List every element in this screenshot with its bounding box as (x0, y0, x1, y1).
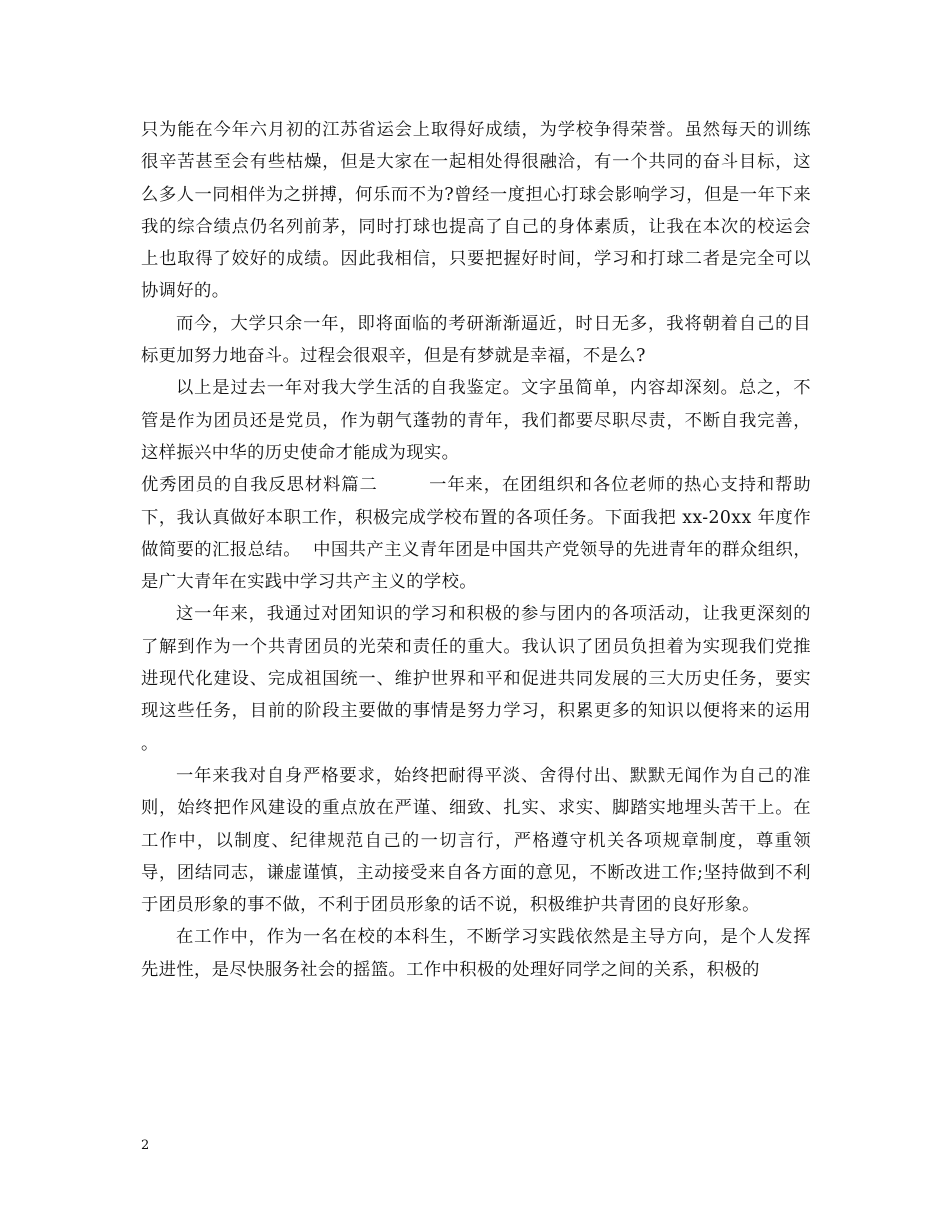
document-body (141, 114, 823, 986)
page-number: 2 (141, 1138, 150, 1153)
paragraph-2: 而今，大学只余一年，即将面临的考研渐渐逼近，时日无多，我将朝着自己的目标更加努力地奋斗。过程会很艰辛，但是有梦就是幸福，不是么? (141, 313, 811, 367)
paragraph-6: 一年来我对自身严格要求，始终把耐得平淡、舍得付出、默默无闻作为自己的准则，始终把作风建设的重点放在严谨、细致、扎实、求实、脚踏实地埋头苦干上。在工作中，以制度、纪律规范自己的一切言行，严格遵守机关各项规章制度，尊重领导，团结同志，谦虚谨慎，主动接受来自各方面的意见，不断改进工作;坚持做到不利于团员形象的事不做，不利于团员形象的话不说，积极维护共青团的良好形象。 (141, 765, 811, 916)
paragraph-5: 这一年来，我通过对团知识的学习和积极的参与团内的各项活动，让我更深刻的了解到作为一个共青团员的光荣和责任的重大。我认识了团员负担着为实现我们党推进现代化建设、完成祖国统一、维护世界和平和促进共同发展的三大历史任务，要实现这些任务，目前的阶段主要做的事情是努力学习，积累更多的知识以便将来的运用 。 (141, 604, 823, 754)
paragraph-3: 以上是过去一年对我大学生活的自我鉴定。文字虽简单，内容却深刻。总之，不管是作为团员还是党员，作为朝气蓬勃的青年，我们都要尽职尽责，不断自我完善，这样振兴中华的历史使命才能成为现实。 (141, 378, 811, 463)
paragraph-1: 只为能在今年六月初的江苏省运会上取得好成绩，为学校争得荣誉。虽然每天的训练很辛苦甚至会有些枯燥，但是大家在一起相处得很融洽，有一个共同的奋斗目标，这么多人一同相伴为之拼搏，何乐而不为?曾经一度担心打球会影响学习，但是一年下来我的综合绩点仍名列前茅，同时打球也提高了自己的身体素质，让我在本次的校运会上也取得了姣好的成绩。因此我相信，只要把握好时间，学习和打球二者是完全可以协调好的。 (141, 120, 811, 302)
paragraph-4: 优秀团员的自我反思材料篇二 一年来，在团组织和各位老师的热心支持和帮助下，我认真做好本职工作，积极完成学校布置的各项任务。下面我把 xx-20xx 年度作做简要的汇报总结。 中国共产主义青年团是中国共产党领导的先进青年的群众组织，是广大青年在实践中学习共产主义的学校。 (141, 475, 811, 593)
paragraph-7: 在工作中，作为一名在校的本科生，不断学习实践依然是主导方向，是个人发挥先进性，是尽快服务社会的摇篮。工作中积极的处理好同学之间的关系，积极的 (141, 927, 811, 980)
